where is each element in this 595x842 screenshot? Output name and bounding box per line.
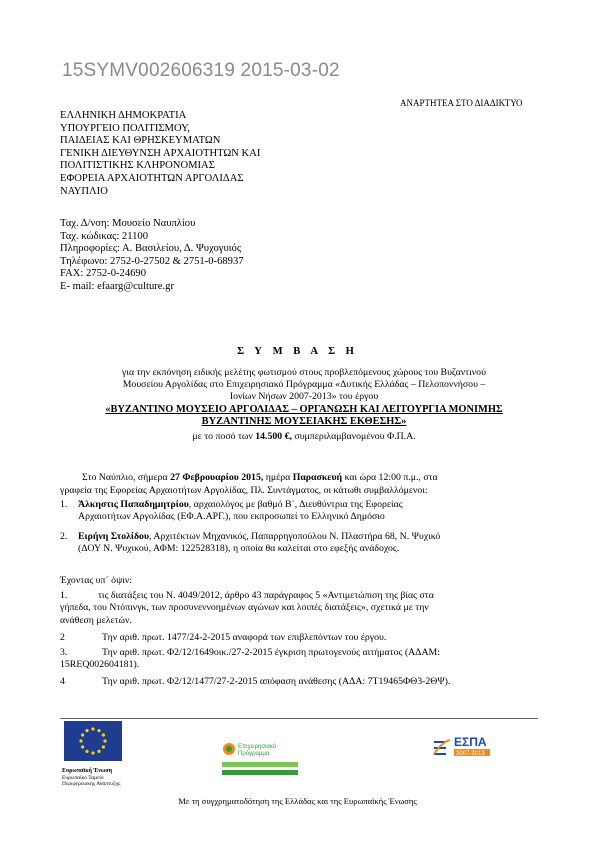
- consideration-text: Την αριθ. πρωτ. 1477/24-2-2015 αναφορά των επιβλεπόντων του έργου.: [102, 632, 387, 643]
- eu-star-icon: [97, 729, 100, 732]
- intro-text: και ώρα 12:00 π.μ., στα: [342, 472, 438, 483]
- eu-fund: Ευρωπαϊκό Ταμείο: [62, 774, 104, 781]
- contract-date: 27 Φεβρουαρίου 2015,: [170, 472, 264, 483]
- party-1: [60, 499, 542, 524]
- contact-phone: Τηλέφωνο: 2752-0-27502 & 2751-0-68937: [60, 255, 244, 267]
- consideration-text: γήπεδα, του Ντόπινγκ, των προσυνεννοημένων αγώνων και λοιπές διατάξεις», σχετικά με την: [60, 602, 429, 614]
- eu-star-icon: [103, 739, 106, 742]
- consideration-text: Την αριθ. πρωτ. Φ2/12/1477/27-2-2015 απόφαση ανάθεσης (ΑΔΑ: 7Τ19465ΦΘ3-2ΘΨ).: [102, 676, 451, 687]
- eu-star-icon: [91, 751, 94, 754]
- party-name: Άλκηστις Παπαδημητρίου: [78, 499, 189, 510]
- op-logo-text-2: Πρόγραμμα: [238, 751, 270, 757]
- party-number: 1.: [60, 499, 68, 510]
- consideration-number: 1.: [60, 590, 68, 601]
- party-name: Ειρήνη Στολίδου: [78, 531, 150, 542]
- eu-star-icon: [102, 745, 105, 748]
- consideration-1: [60, 590, 542, 627]
- issuer-line: ΕΛΛΗΝΙΚΗ ΔΗΜΟΚΡΑΤΙΑ: [60, 110, 187, 121]
- cofinancing-note: Με τη συγχρηματοδότηση της Ελλάδας και της Ευρωπαϊκής Ένωσης: [178, 796, 417, 806]
- project-title-line: ΒΥΖΑΝΤΙΝΗΣ ΜΟΥΣΕΙΑΚΗΣ ΕΚΘΕΣΗΣ»: [201, 416, 407, 428]
- intro-text: Στο Ναύπλιο, σήμερα: [82, 472, 171, 483]
- party-details-line: (ΔΟΥ Ν. Ψυχικού, ΑΦΜ: 122528318), η οποία θα καλείται στο εφεξής ανάδοχος.: [78, 543, 400, 555]
- consideration-number: 3.: [60, 647, 68, 658]
- document-stamp: 15SYMV002606319 2015-03-02: [62, 60, 340, 81]
- eu-star-icon: [81, 733, 84, 736]
- operational-programme-logo: [222, 740, 300, 778]
- party-2: [60, 531, 542, 556]
- eu-star-icon: [102, 733, 105, 736]
- subject-line: για την εκπόνηση ειδικής μελέτης φωτισμού στους προβλεπόμενους χώρους του Βυζαντινού: [122, 367, 486, 378]
- intro-line-1: [82, 472, 542, 484]
- contact-info: Πληροφορίες: Α. Βασιλείου, Δ. Ψυχογυιός: [60, 243, 242, 255]
- contract-subject: [60, 367, 548, 403]
- consideration-text: 15REQ002604181).: [60, 659, 140, 671]
- contract-amount: [60, 431, 548, 443]
- eu-star-icon: [79, 739, 82, 742]
- consideration-number: 4: [60, 676, 65, 687]
- issuer-line: ΓΕΝΙΚΗ ΔΙΕΥΘΥΝΣΗ ΑΡΧΑΙΟΤΗΤΩΝ ΚΑΙ: [60, 147, 261, 159]
- party-details-line: Αρχαιοτήτων Αργολίδας (ΕΦ.Α.ΑΡΓ.), που εκπροσωπεί το Ελληνικό Δημόσιο: [78, 511, 385, 523]
- issuer-line: ΠΟΛΙΤΙΣΤΙΚΗΣ ΚΛΗΡΟΝΟΜΙΑΣ: [60, 160, 215, 172]
- intro-text: ημέρα: [263, 472, 293, 483]
- amount-suffix: συμπεριλαμβανομένου Φ.Π.Α.: [291, 431, 416, 442]
- consideration-text: ανάθεση μελετών.: [60, 614, 132, 626]
- espa-logo: [432, 732, 512, 772]
- eu-star-icon: [91, 727, 94, 730]
- amount-value: 14.500 €,: [255, 431, 292, 442]
- consideration-2: [60, 632, 386, 644]
- eu-star-icon: [81, 745, 84, 748]
- issuer-line: ΠΑΙΔΕΙΑΣ ΚΑΙ ΘΡΗΣΚΕΥΜΑΤΩΝ: [60, 135, 221, 147]
- eu-title: Ευρωπαϊκή Ένωση: [62, 768, 112, 774]
- party-details: , αρχαιολόγος με βαθμό Β΄, Διευθύντρια της Εφορείας: [188, 499, 403, 510]
- issuer-line: ΥΠΟΥΡΓΕΙΟ ΠΟΛΙΤΙΣΜΟΥ,: [60, 122, 191, 134]
- consideration-text: Την αριθ. πρωτ. Φ2/12/1649οικ./27-2-2015 έγκριση πρωτογενούς αιτήματος (ΑΔΑΜ:: [102, 647, 440, 658]
- eu-star-icon: [85, 729, 88, 732]
- espa-years: 2007-2013: [456, 751, 485, 757]
- contact-block: [60, 218, 244, 294]
- eu-star-icon: [85, 750, 88, 753]
- consideration-4: [60, 676, 450, 688]
- eu-flag-logo: [64, 721, 122, 761]
- contract-day: Παρασκευή: [292, 472, 343, 483]
- intro-line-2: γραφεία της Εφορείας Αρχαιοτήτων Αργολίδας, Πλ. Συντάγματος, οι κάτωθι συμβαλλόμενοι:: [60, 485, 428, 496]
- consideration-number: 2: [60, 632, 65, 643]
- contact-fax: FAX: 2752-0-24690: [60, 268, 147, 280]
- footer-divider: [60, 718, 538, 719]
- contract-title: Σ Υ Μ Β Α Σ Η: [237, 346, 358, 357]
- eu-caption: [62, 768, 120, 788]
- contact-address: Ταχ. Δ/νση: Μουσείο Ναυπλίου: [60, 218, 196, 229]
- issuer-line: ΝΑΥΠΛΙΟ: [60, 185, 108, 197]
- eu-star-icon: [97, 750, 100, 753]
- project-title-line: «ΒΥΖΑΝΤΙΝΟ ΜΟΥΣΕΙΟ ΑΡΓΟΛΙΔΑΣ – ΟΡΓΑΝΩΣΗ ΚΑΙ ΛΕΙΤΟΥΡΓΙΑ ΜΟΝΙΜΗΣ: [105, 404, 503, 415]
- party-details: , Αρχιτέκτων Μηχανικός, Παπαρρηγοπούλου Ν. Πλαστήρα 68, Ν. Ψυχικό: [149, 531, 441, 542]
- issuer-header: [60, 110, 260, 198]
- eu-dev: Περιφερειακής Ανάπτυξης: [62, 781, 121, 788]
- contact-postcode: Ταχ. κώδικας: 21100: [60, 230, 149, 242]
- consideration-text: τις διατάξεις του Ν. 4049/2012, άρθρο 43 παράγραφος 5 «Αντιμετώπιση της βίας στα: [98, 590, 434, 601]
- contact-email: E- mail: efaarg@culture.gr: [60, 280, 174, 292]
- subject-line: Μουσείου Αργολίδας στο Επιχειρησιακό Πρόγραμμα «Δυτικής Ελλάδας – Πελοποννήσου –: [122, 379, 486, 390]
- espa-text: ΕΣΠΑ: [454, 735, 487, 749]
- op-logo-text-1: Επιχειρησιακό: [238, 744, 277, 750]
- amount-prefix: με το ποσό των: [192, 431, 256, 442]
- considering-heading: Έχοντας υπ΄ όψιν:: [60, 575, 132, 586]
- project-title: [60, 404, 548, 429]
- posted-online-label: ΑΝΑΡΤΗΤΕΑ ΣΤΟ ΔΙΑΔΙΚΤΥΟ: [400, 98, 523, 108]
- issuer-line: ΕΦΟΡΕΙΑ ΑΡΧΑΙΟΤΗΤΩΝ ΑΡΓΟΛΙΔΑΣ: [60, 172, 244, 184]
- consideration-3: [60, 647, 542, 672]
- subject-line: Ιονίων Νήσων 2007-2013» του έργου: [229, 391, 379, 402]
- party-number: 2.: [60, 531, 68, 542]
